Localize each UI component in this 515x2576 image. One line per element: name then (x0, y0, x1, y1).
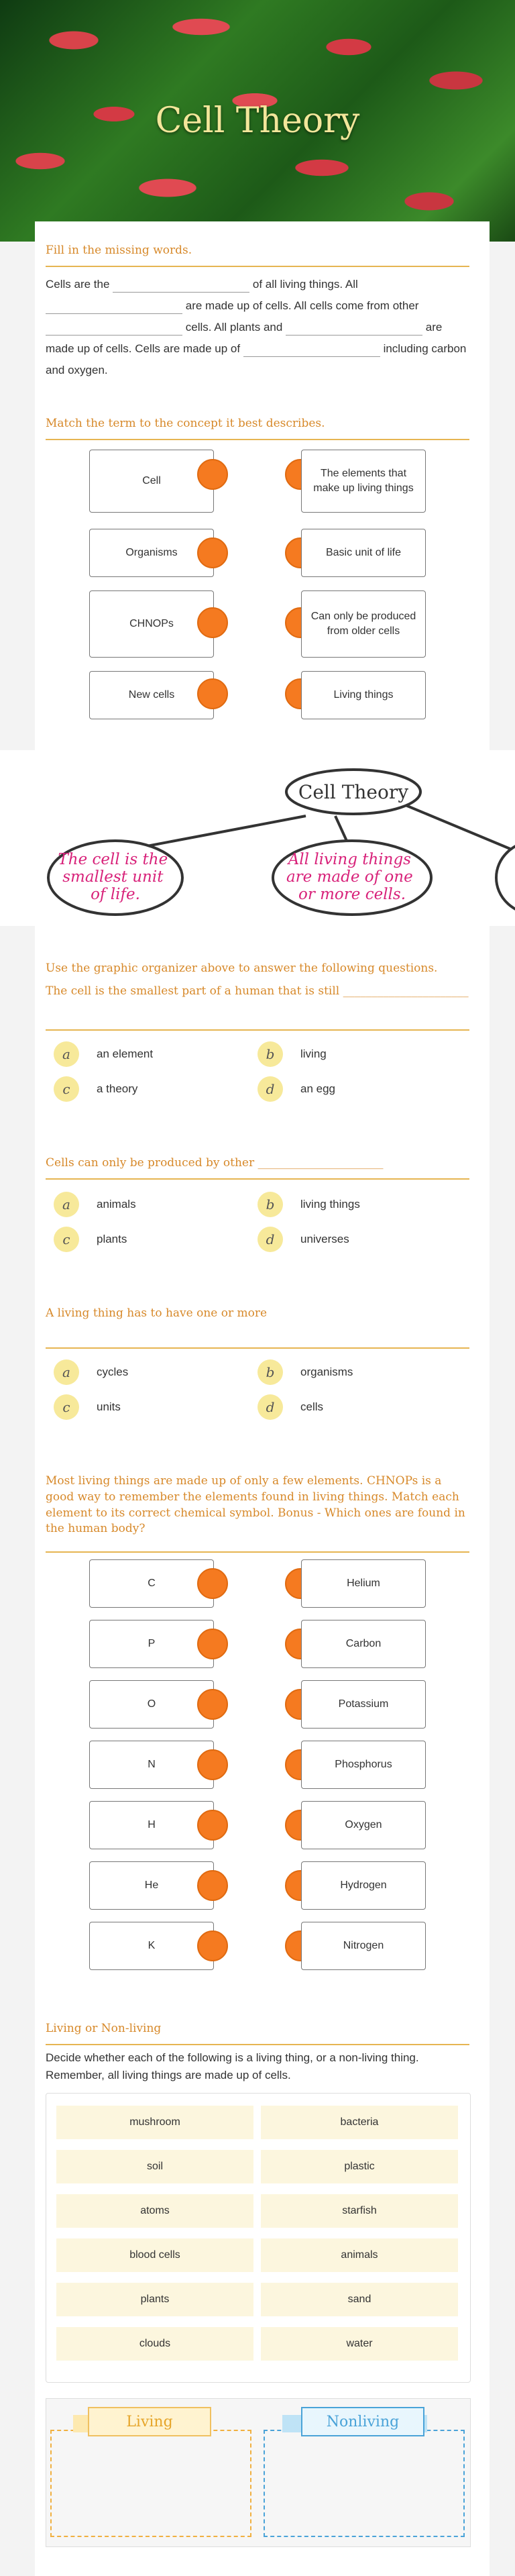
category-nonliving: Nonliving (301, 2407, 424, 2436)
q1-text-6: including carbon and oxygen. (46, 342, 467, 376)
q3-rule (46, 1029, 469, 1031)
q2-term-1[interactable]: Organisms (89, 529, 214, 577)
q6-term-3[interactable]: N (89, 1741, 214, 1789)
q6-term-dot-2[interactable] (197, 1689, 228, 1720)
bubble-middle-text (286, 851, 418, 903)
category-living: Living (88, 2407, 211, 2436)
q1-text-5: are made up of cells. Cells are made up of (46, 321, 443, 355)
sort-item-8[interactable]: plants (56, 2283, 253, 2316)
branch-right (402, 804, 515, 851)
sort-item-6[interactable]: blood cells (56, 2238, 253, 2272)
q5-option-d-text[interactable]: cells (300, 1400, 324, 1413)
sort-item-7[interactable]: animals (261, 2238, 458, 2272)
sort-target-area (46, 2398, 471, 2547)
q5-option-a-text[interactable]: cycles (97, 1366, 129, 1378)
q2-term-dot-3[interactable] (197, 678, 228, 709)
q5-option-b-text[interactable]: organisms (300, 1366, 353, 1378)
q2-match-2[interactable]: Can only be produced from older cells (301, 590, 426, 658)
q2-rule (46, 439, 469, 440)
q2-term-dot-2[interactable] (197, 607, 228, 638)
q1-text-2: of all living things. All (252, 278, 358, 291)
q5-question: A living thing has to have one or more (46, 1306, 268, 1320)
sort-item-9[interactable]: sand (261, 2283, 458, 2316)
q6-term-0[interactable]: C (89, 1559, 214, 1608)
drop-zone-living[interactable] (50, 2430, 251, 2537)
q3-question: The cell is the smallest part of a human that is still ______________________ (46, 984, 469, 998)
q2-match-1[interactable]: Basic unit of life (301, 529, 426, 577)
q5-option-a-letter[interactable]: a (54, 1359, 79, 1385)
q2-match-0[interactable]: The elements that make up living things (301, 450, 426, 513)
q4-option-a-letter[interactable]: a (54, 1192, 79, 1217)
blank-4[interactable] (286, 321, 422, 336)
q6-term-6[interactable]: K (89, 1922, 214, 1970)
bubble-left-line-2: smallest unit (62, 868, 164, 886)
q6-match-0[interactable]: Helium (301, 1559, 426, 1608)
graphic-organizer (0, 750, 515, 926)
q4-option-c-text[interactable]: plants (97, 1233, 127, 1245)
bubble-middle-line-2: are made of one (286, 868, 413, 886)
q2-term-2[interactable]: CHNOPs (89, 590, 214, 658)
q1-rule (46, 266, 469, 267)
sort-item-1[interactable]: bacteria (261, 2106, 458, 2139)
q4-question: Cells can only be produced by other ______________________ (46, 1156, 384, 1170)
blank-1[interactable] (113, 278, 249, 293)
q2-term-dot-0[interactable] (197, 459, 228, 490)
q4-option-d-text[interactable]: universes (300, 1233, 349, 1245)
q6-match-2[interactable]: Potassium (301, 1680, 426, 1729)
q2-instruction: Match the term to the concept it best describes. (46, 417, 325, 430)
q6-term-dot-3[interactable] (197, 1749, 228, 1780)
q5-option-b-letter[interactable]: b (258, 1359, 283, 1385)
sort-item-3[interactable]: plastic (261, 2150, 458, 2183)
q1-text-4: cells. All plants and (185, 321, 283, 333)
banner-image (0, 0, 515, 242)
q5-option-d-letter[interactable]: d (258, 1394, 283, 1420)
q1-text-1: Cells are the (46, 278, 110, 291)
bubble-left-line-1: The cell is the (58, 851, 168, 868)
q7-title: Living or Non-living (46, 2022, 162, 2035)
q2-match-3[interactable]: Living things (301, 671, 426, 719)
bubble-left-line-3: of life. (91, 886, 140, 903)
q3-option-a-text[interactable]: an element (97, 1047, 154, 1060)
sort-item-5[interactable]: starfish (261, 2194, 458, 2228)
fill-in-paragraph (46, 274, 469, 381)
sort-item-4[interactable]: atoms (56, 2194, 253, 2228)
q6-rule (46, 1551, 469, 1553)
q5-rule (46, 1347, 469, 1349)
q5-option-c-text[interactable]: units (97, 1400, 121, 1413)
sort-item-10[interactable]: clouds (56, 2327, 253, 2361)
q6-match-1[interactable]: Carbon (301, 1620, 426, 1668)
q3-option-d-text[interactable]: an egg (300, 1082, 335, 1095)
q6-term-5[interactable]: He (89, 1861, 214, 1910)
q6-term-dot-0[interactable] (197, 1568, 228, 1599)
sort-item-11[interactable]: water (261, 2327, 458, 2361)
q3-option-c-text[interactable]: a theory (97, 1082, 138, 1095)
sort-item-0[interactable]: mushroom (56, 2106, 253, 2139)
q6-match-6[interactable]: Nitrogen (301, 1922, 426, 1970)
q3-option-d-letter[interactable]: d (258, 1076, 283, 1102)
q6-match-5[interactable]: Hydrogen (301, 1861, 426, 1910)
sort-item-2[interactable]: soil (56, 2150, 253, 2183)
q6-instruction: Most living things are made up of only a few elements. CHNOPs is a good way to remember the elements found in living things. Match each element to its correct chemical symbol. Bonus - Which ones are found in the human body? (46, 1474, 465, 1536)
bubble-right-partial (496, 841, 515, 915)
q3-option-b-letter[interactable]: b (258, 1041, 283, 1067)
bubble-middle-line-3: or more cells. (298, 886, 406, 903)
q6-term-dot-4[interactable] (197, 1810, 228, 1841)
q6-term-dot-5[interactable] (197, 1870, 228, 1901)
q3-instruction: Use the graphic organizer above to answer the following questions. (46, 962, 438, 975)
drop-zone-nonliving[interactable] (264, 2430, 465, 2537)
blank-3[interactable] (46, 321, 182, 336)
q6-match-3[interactable]: Phosphorus (301, 1741, 426, 1789)
q3-option-a-letter[interactable]: a (54, 1041, 79, 1067)
q4-option-a-text[interactable]: animals (97, 1198, 136, 1210)
q6-term-dot-1[interactable] (197, 1629, 228, 1659)
blank-5[interactable] (243, 343, 380, 357)
q4-option-d-letter[interactable]: d (258, 1227, 283, 1252)
q3-option-b-text[interactable]: living (300, 1047, 327, 1060)
q4-option-c-letter[interactable]: c (54, 1227, 79, 1252)
organizer-title: Cell Theory (298, 781, 409, 803)
q2-term-dot-1[interactable] (197, 537, 228, 568)
q6-term-4[interactable]: H (89, 1801, 214, 1849)
q2-term-0[interactable]: Cell (89, 450, 214, 513)
q7-rule (46, 2044, 469, 2045)
q6-term-2[interactable]: O (89, 1680, 214, 1729)
q6-term-1[interactable]: P (89, 1620, 214, 1668)
q7-instruction: Decide whether each of the following is a living thing, or a non-living thing. Remember, all living things are made up of cells. (46, 2051, 419, 2081)
q2-term-3[interactable]: New cells (89, 671, 214, 719)
q5-option-c-letter[interactable]: c (54, 1394, 79, 1420)
q1-instruction: Fill in the missing words. (46, 244, 192, 257)
q4-option-b-letter[interactable]: b (258, 1192, 283, 1217)
q6-term-dot-6[interactable] (197, 1930, 228, 1961)
q4-option-b-text[interactable]: living things (300, 1198, 360, 1210)
q3-option-c-letter[interactable]: c (54, 1076, 79, 1102)
bubble-middle-line-1: All living things (288, 851, 411, 868)
page-title: Cell Theory (155, 101, 360, 141)
q6-match-4[interactable]: Oxygen (301, 1801, 426, 1849)
q1-text-3: are made up of cells. All cells come from other (185, 299, 419, 312)
blank-2[interactable] (46, 300, 182, 314)
q4-rule (46, 1178, 469, 1180)
